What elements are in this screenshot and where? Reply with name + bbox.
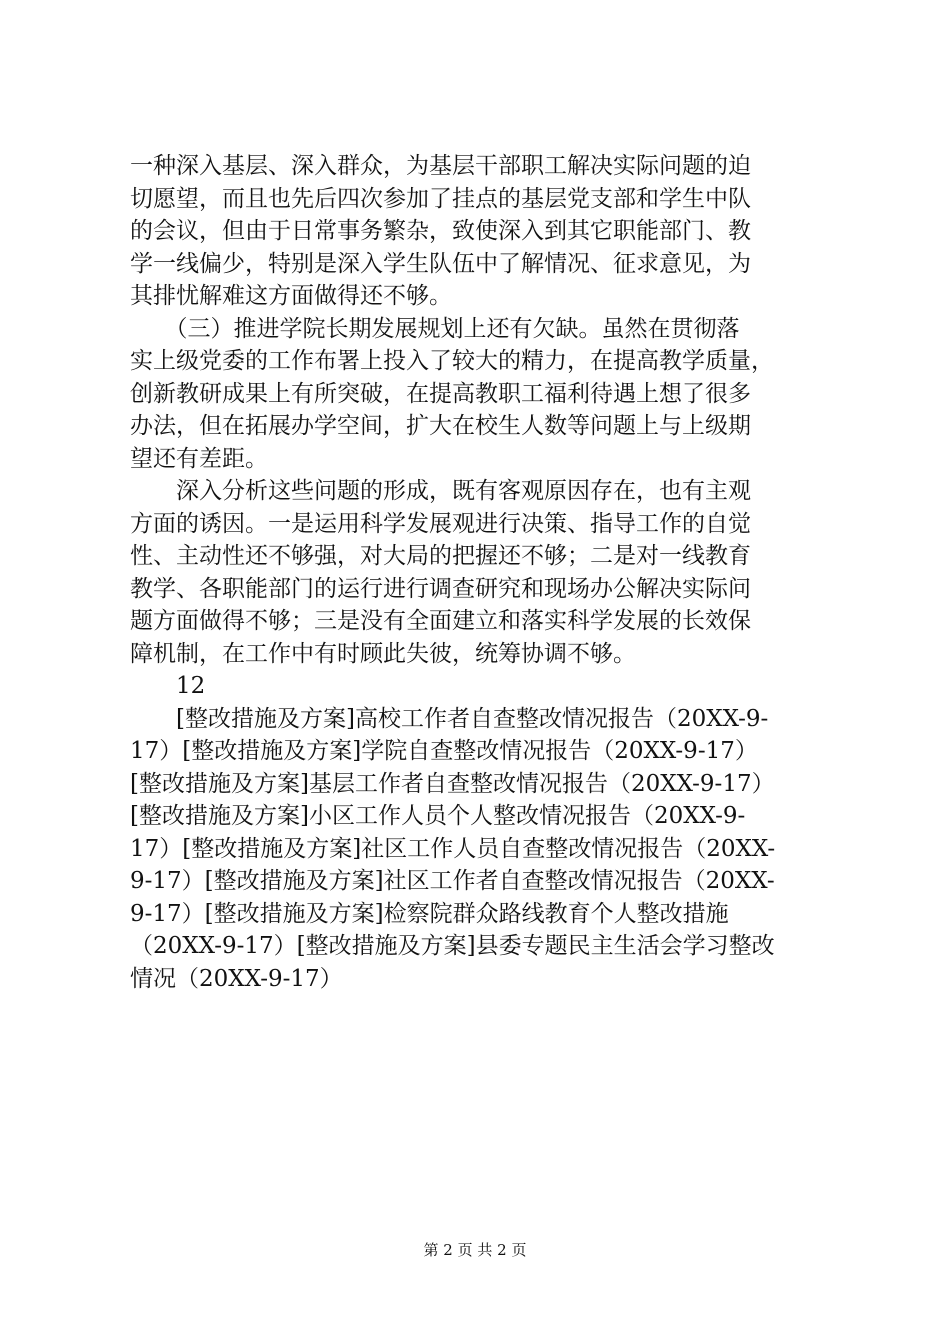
- text-line: 9-17）[整改措施及方案]检察院群众路线教育个人整改措施: [130, 900, 729, 927]
- text-line: 切愿望，而且也先后四次参加了挂点的基层党支部和学生中队: [130, 185, 751, 212]
- text-line: [整改措施及方案]小区工作人员个人整改情况报告（20XX-9-: [130, 803, 746, 829]
- text-line: 实上级党委的工作布署上投入了较大的精力，在提高教学质量，: [130, 348, 774, 374]
- text-line: 的会议，但由于日常事务繁杂，致使深入到其它职能部门、教: [130, 218, 751, 244]
- text-line: 学一线偏少，特别是深入学生队伍中了解情况、征求意见，为: [130, 250, 751, 277]
- text-line: 17）[整改措施及方案]社区工作人员自查整改情况报告（20XX-: [130, 835, 776, 862]
- page-footer: 第 2 页 共 2 页: [423, 1241, 527, 1259]
- text-line: 17）[整改措施及方案]学院自查整改情况报告（20XX-9-17）: [130, 738, 758, 764]
- text-line: 其排忧解难这方面做得还不够。: [130, 283, 452, 309]
- text-line: 办法，但在拓展办学空间，扩大在校生人数等问题上与上级期: [130, 413, 751, 439]
- text-line: 方面的诱因。一是运用科学发展观进行决策、指导工作的自觉: [130, 510, 751, 537]
- text-line: （20XX-9-17）[整改措施及方案]县委专题民主生活会学习整改: [130, 933, 775, 959]
- text-line: 题方面做得不够；三是没有全面建立和落实科学发展的长效保: [130, 608, 751, 634]
- body-text: [130, 150, 830, 995]
- text-line: 情况（20XX-9-17）: [130, 965, 343, 992]
- text-line: 望还有差距。: [130, 445, 268, 472]
- text-line: 一种深入基层、深入群众，为基层干部职工解决实际问题的迫: [130, 153, 751, 179]
- text-line: 深入分析这些问题的形成，既有客观原因存在，也有主观: [130, 478, 751, 504]
- text-line: [整改措施及方案]高校工作者自查整改情况报告（20XX-9-: [130, 705, 769, 732]
- text-line: [整改措施及方案]基层工作者自查整改情况报告（20XX-9-17）: [130, 770, 775, 797]
- text-line: 创新教研成果上有所突破，在提高教职工福利待遇上想了很多: [130, 380, 751, 407]
- text-line: 12: [130, 673, 206, 699]
- text-line: 9-17）[整改措施及方案]社区工作者自查整改情况报告（20XX-: [130, 868, 775, 894]
- text-line: 教学、各职能部门的运行进行调查研究和现场办公解决实际问: [130, 575, 751, 602]
- text-line: 障机制，在工作中有时顾此失彼，统筹协调不够。: [130, 640, 636, 667]
- text-line: （三）推进学院长期发展规划上还有欠缺。虽然在贯彻落: [130, 315, 740, 342]
- text-line: 性、主动性还不够强，对大局的把握还不够；二是对一线教育: [130, 543, 751, 569]
